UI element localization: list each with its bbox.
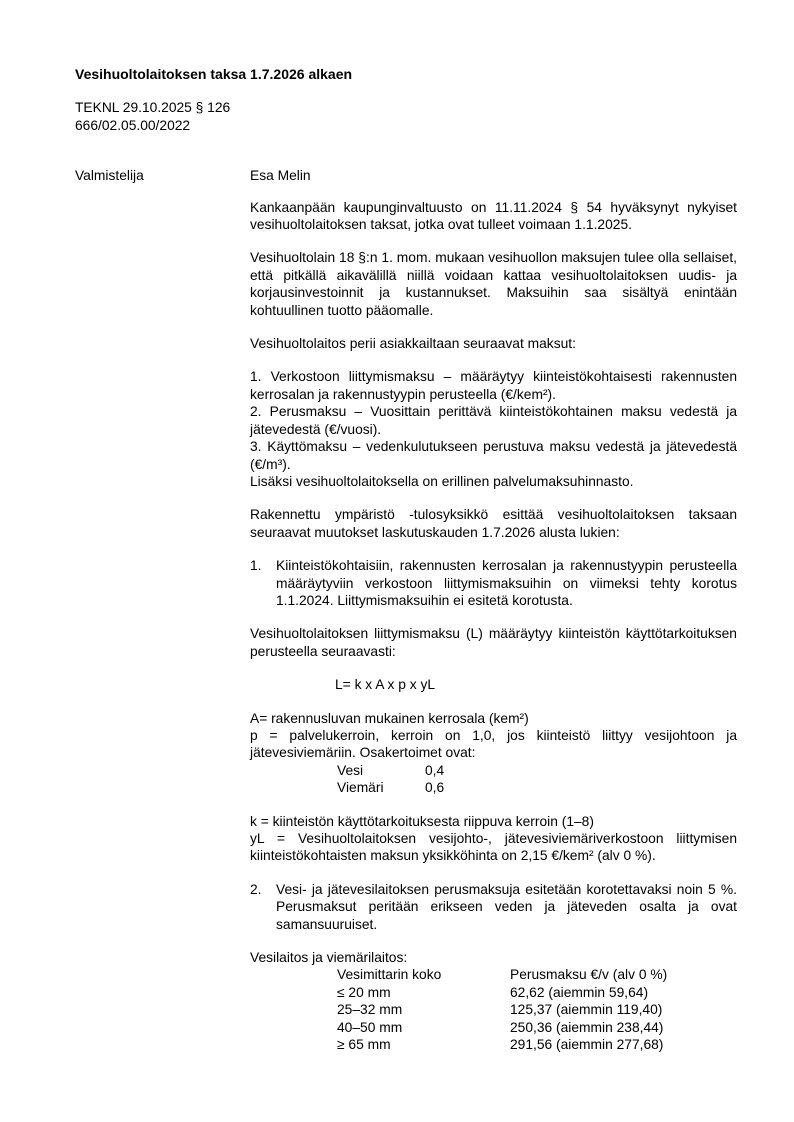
proposal-item-1	[250, 557, 737, 609]
proposal-item-2-number: 2.	[250, 881, 262, 897]
fee-item-basic: 2. Perusmaksu – Vuosittain perittävä kiinteistökohtainen maksu vedestä ja jätevedestä (€/vuosi).	[250, 404, 737, 437]
connection-fee-formula: L= k x A x p x yL	[335, 677, 436, 693]
price-table-col2-header: Perusmaksu €/v (alv 0 %)	[510, 967, 668, 983]
variable-yl-definition: yL = Vesihuoltolaitoksen vesijohto-, jätevesiviemäriverkostoon liittymisen kiinteistökohtaisten maksun yksikköhinta on 2,15 €/kem² (alv 0 %).	[250, 831, 737, 864]
price-table-row	[250, 984, 737, 1001]
proposal-intro: Rakennettu ympäristö -tulosyksikkö esittää vesihuoltolaitoksen taksaan seuraavat muutokset laskutuskauden 1.7.2026 alusta lukien:	[250, 507, 737, 540]
preparer-label: Valmistelija	[75, 168, 144, 184]
proposal-item-2-text: Vesi- ja jätevesilaitoksen perusmaksuja esitetään korotettavaksi noin 5 %. Perusmaksut peritään erikseen veden ja jäteveden osalta ja ovat samansuuruiset.	[276, 881, 737, 932]
subfactor-sewer-label: Viemäri	[337, 780, 384, 796]
fee-item-connection: 1. Verkostoon liittymismaksu – määräytyy kiinteistökohtaisesti rakennusten kerrosalan ja rakennustyypin perusteella (€/kem²).	[250, 369, 737, 402]
meter-price: 125,37 (aiemmin 119,40)	[510, 1002, 663, 1018]
document-body	[250, 199, 737, 1054]
paragraph-water-act: Vesihuoltolain 18 §:n 1. mom. mukaan vesihuollon maksujen tulee olla sellaiset, että pitkällä aikavälillä niillä voidaan kattaa vesihuoltolaitoksen uudis- ja korjausinvestoinnit ja kustannukset. Maksuihin saa sisältyä enintään kohtuullinen tuotto pääomalle.	[250, 250, 737, 318]
proposal-item-1-text: Kiinteistökohtaisiin, rakennusten kerrosalan ja rakennustyypin perusteella määräytyviin verkostoon liittymismaksuihin on viimeksi tehty korotus 1.1.2024. Liittymismaksuihin ei esitetä korotusta.	[276, 558, 737, 608]
meter-size: ≤ 20 mm	[337, 984, 391, 1000]
price-table-row	[250, 1001, 737, 1018]
meter-size: 25–32 mm	[337, 1002, 403, 1018]
subfactor-water-value: 0,4	[425, 762, 445, 778]
preparer-row	[75, 167, 737, 184]
variable-p-definition: p = palvelukerroin, kerroin on 1,0, jos kiinteistö liittyy vesijohtoon ja jätevesiviemäriin. Osakertoimet ovat:	[250, 727, 737, 761]
price-table	[250, 949, 737, 1053]
meter-price: 62,62 (aiemmin 59,64)	[510, 984, 649, 1000]
proposal-item-2	[250, 881, 737, 933]
price-table-col1-header: Vesimittarin koko	[337, 967, 442, 983]
committee-reference: TEKNL 29.10.2025 § 126	[75, 100, 231, 116]
price-table-row	[250, 1019, 737, 1036]
proposal-item-1-number: 1.	[250, 558, 262, 574]
price-table-row	[250, 1036, 737, 1053]
fees-note: Lisäksi vesihuoltolaitoksella on erillinen palvelumaksuhinnasto.	[250, 473, 634, 489]
variable-k-definition: k = kiinteistön käyttötarkoituksesta riippuva kerroin (1–8)	[250, 813, 594, 829]
formula-variables-1	[250, 710, 737, 797]
subfactor-row-water	[250, 762, 737, 779]
price-table-header-row	[250, 966, 737, 983]
document-title: Vesihuoltolaitoksen taksa 1.7.2026 alkaen	[75, 66, 353, 82]
meter-price: 291,56 (aiemmin 277,68)	[510, 1037, 664, 1053]
meter-size: ≥ 65 mm	[337, 1037, 391, 1053]
variable-a-definition: A= rakennusluvan mukainen kerrosala (kem²)	[250, 710, 529, 726]
fee-item-usage: 3. Käyttömaksu – vedenkulutukseen perustuva maksu vedestä ja jätevedestä (€/m³).	[250, 439, 737, 472]
paragraph-council-approval: Kankaanpään kaupunginvaltuusto on 11.11.2024 § 54 hyväksynyt nykyiset vesihuoltolaitoksen taksat, jotka ovat tulleet voimaan 1.1.2025.	[250, 199, 737, 233]
diary-number: 666/02.05.00/2022	[75, 117, 191, 133]
subfactor-water-label: Vesi	[337, 762, 364, 778]
fee-type-list	[250, 368, 737, 490]
meter-price: 250,36 (aiemmin 238,44)	[510, 1019, 664, 1035]
fees-intro: Vesihuoltolaitos perii asiakkailtaan seuraavat maksut:	[250, 336, 576, 352]
reference-block	[75, 99, 737, 134]
connection-fee-intro: Vesihuoltolaitoksen liittymismaksu (L) määräytyy kiinteistön käyttötarkoituksen perusteella seuraavasti:	[250, 626, 737, 659]
price-table-title: Vesilaitos ja viemärilaitos:	[250, 950, 408, 966]
meter-size: 40–50 mm	[337, 1019, 403, 1035]
subfactor-sewer-value: 0,6	[425, 780, 445, 796]
preparer-name: Esa Melin	[250, 168, 311, 184]
subfactor-row-sewer	[250, 779, 737, 796]
formula-variables-2	[250, 813, 737, 865]
